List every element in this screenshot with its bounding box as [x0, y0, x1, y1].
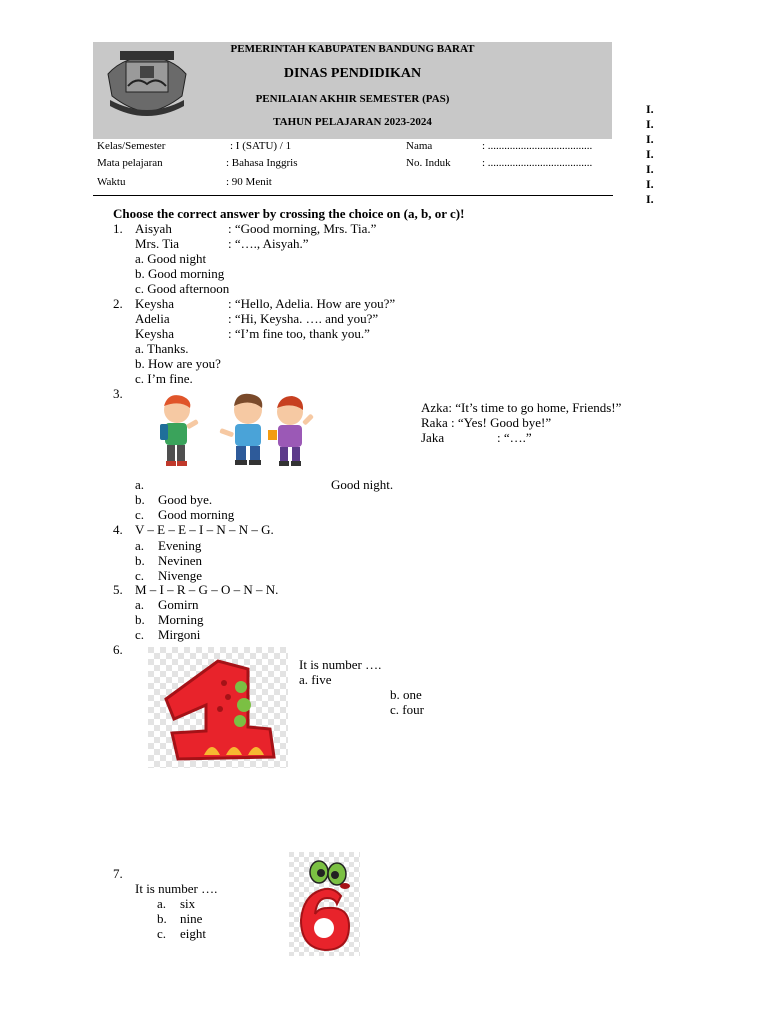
header-exam-title: PENILAIAN AKHIR SEMESTER (PAS)	[255, 93, 450, 105]
q7-option-a-letter: a.	[157, 896, 167, 911]
q2-option-a[interactable]: a. Thanks.	[135, 341, 189, 356]
q7-option-b-letter: b.	[157, 911, 167, 926]
q1-option-c[interactable]: c. Good afternoon	[135, 281, 230, 296]
name-blank[interactable]: : ......................................	[482, 140, 593, 152]
q4-option-b-letter: b.	[135, 553, 145, 568]
margin-mark: I.	[646, 177, 654, 191]
header-divider	[93, 195, 613, 196]
time-value: : 90 Menit	[226, 176, 272, 188]
q3-option-b[interactable]: Good bye.	[158, 492, 213, 507]
q5-option-c-letter: c.	[135, 627, 145, 642]
q6-option-b[interactable]: b. one	[390, 687, 422, 702]
q1-speaker-2: Mrs. Tia	[135, 236, 180, 251]
q1-line-2: : “…., Aisyah.”	[228, 236, 309, 251]
district-logo	[104, 46, 190, 118]
q7-option-c-letter: c.	[157, 926, 167, 941]
q3-option-a[interactable]: Good night.	[331, 477, 394, 492]
number-one-image	[148, 647, 288, 768]
q1-number: 1.	[113, 221, 123, 236]
q7-option-a[interactable]: six	[180, 896, 196, 911]
margin-mark: I.	[646, 132, 654, 146]
q2-line-1: : “Hello, Adelia. How are you?”	[228, 296, 396, 311]
q7-number: 7.	[113, 866, 123, 881]
q1-line-1: : “Good morning, Mrs. Tia.”	[228, 221, 377, 236]
name-label: Nama	[406, 140, 433, 152]
q3-line-2: Raka : “Yes! Good bye!”	[421, 415, 552, 430]
q1-option-a[interactable]: a. Good night	[135, 251, 207, 266]
q3-option-c[interactable]: Good morning	[158, 507, 235, 522]
q2-line-2: : “Hi, Keysha. …. and you?”	[228, 311, 379, 326]
q4-option-c[interactable]: Nivenge	[158, 568, 203, 583]
q6-option-a[interactable]: a. five	[299, 672, 332, 687]
q7-question: It is number ….	[135, 881, 218, 896]
class-semester-value: : I (SATU) / 1	[230, 140, 292, 152]
subject-value: : Bahasa Inggris	[226, 157, 298, 169]
q5-option-b-letter: b.	[135, 612, 145, 627]
q6-option-c[interactable]: c. four	[390, 702, 424, 717]
margin-mark: I.	[646, 162, 654, 176]
q2-speaker-2: Adelia	[135, 311, 170, 326]
q3-option-b-letter: b.	[135, 492, 145, 507]
q3-option-a-letter: a.	[135, 477, 145, 492]
instruction: Choose the correct answer by crossing the choice on (a, b, or c)!	[113, 206, 465, 221]
q6-number: 6.	[113, 642, 123, 657]
q6-question: It is number ….	[299, 657, 382, 672]
margin-mark: I.	[646, 147, 654, 161]
q7-option-c[interactable]: eight	[180, 926, 206, 941]
header-school-year: TAHUN PELAJARAN 2023-2024	[273, 116, 432, 128]
q1-option-b[interactable]: b. Good morning	[135, 266, 225, 281]
q2-line-3: : “I’m fine too, thank you.”	[228, 326, 370, 341]
q3-number: 3.	[113, 386, 123, 401]
number-six-image	[289, 852, 360, 956]
student-id-label: No. Induk	[406, 157, 451, 169]
q4-option-a[interactable]: Evening	[158, 538, 202, 553]
subject-label: Mata pelajaran	[97, 157, 163, 169]
class-semester-label: Kelas/Semester	[97, 140, 166, 152]
time-label: Waktu	[97, 176, 126, 188]
q3-option-c-letter: c.	[135, 507, 145, 522]
margin-mark: I.	[646, 192, 654, 206]
q3-speaker-3: Jaka	[421, 430, 445, 445]
q2-speaker-1: Keysha	[135, 296, 174, 311]
q1-speaker-1: Aisyah	[135, 221, 172, 236]
q7-option-b[interactable]: nine	[180, 911, 203, 926]
kids-illustration	[150, 392, 320, 474]
margin-mark: I.	[646, 117, 654, 131]
q5-number: 5.	[113, 582, 123, 597]
q4-option-c-letter: c.	[135, 568, 145, 583]
student-id-blank[interactable]: : ......................................	[482, 157, 593, 169]
q2-speaker-3: Keysha	[135, 326, 174, 341]
q5-letters: M – I – R – G – O – N – N.	[135, 582, 279, 597]
q3-line-1: Azka: “It’s time to go home, Friends!”	[421, 400, 622, 415]
q5-option-c[interactable]: Mirgoni	[158, 627, 201, 642]
q5-option-a[interactable]: Gomirn	[158, 597, 199, 612]
q2-option-c[interactable]: c. I’m fine.	[135, 371, 193, 386]
q4-number: 4.	[113, 522, 123, 537]
q5-option-a-letter: a.	[135, 597, 145, 612]
header-government: PEMERINTAH KABUPATEN BANDUNG BARAT	[230, 43, 475, 55]
q4-option-a-letter: a.	[135, 538, 145, 553]
q3-line-3: : “….”	[497, 430, 532, 445]
q4-option-b[interactable]: Nevinen	[158, 553, 203, 568]
q5-option-b[interactable]: Morning	[158, 612, 204, 627]
header-department: DINAS PENDIDIKAN	[283, 66, 422, 81]
q2-option-b[interactable]: b. How are you?	[135, 356, 221, 371]
q4-letters: V – E – E – I – N – N – G.	[135, 522, 274, 537]
q2-number: 2.	[113, 296, 123, 311]
margin-mark: I.	[646, 102, 654, 116]
